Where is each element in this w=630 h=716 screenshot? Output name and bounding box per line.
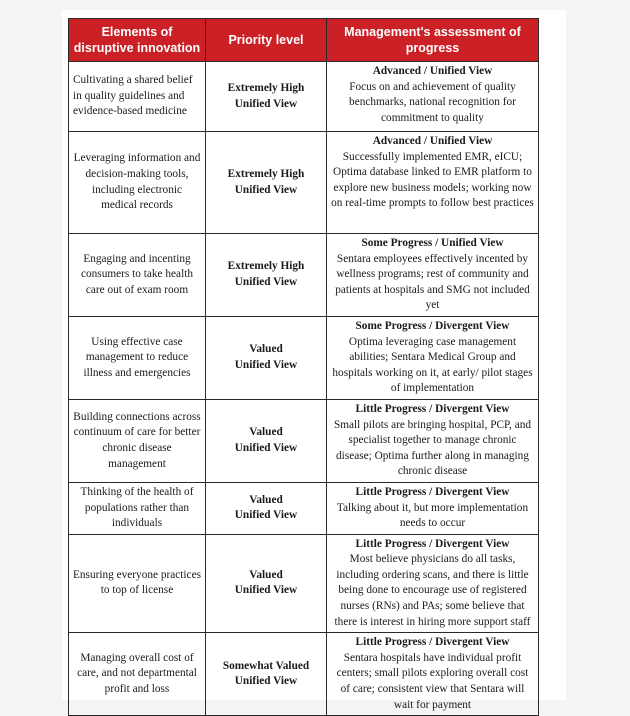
assessment-cell xyxy=(327,633,539,716)
priority-view: Unified View xyxy=(234,509,298,522)
element-cell: Using effective case management to reduce illness and emergencies xyxy=(69,316,206,399)
priority-cell xyxy=(206,316,327,399)
element-cell: Cultivating a shared belief in quality guidelines and evidence-based medicine xyxy=(69,62,206,132)
assessment-body: Optima leveraging case management abilities; Sentara Medical Group and hospitals working on it, at early/ pilot stages of implementation xyxy=(332,335,533,395)
table-row xyxy=(69,534,539,633)
priority-level: Valued xyxy=(249,343,283,356)
assessment-cell xyxy=(327,399,539,482)
priority-cell xyxy=(206,62,327,132)
priority-level: Extremely High xyxy=(227,167,305,180)
assessment-title: Little Progress / Divergent View xyxy=(355,402,510,415)
priority-cell xyxy=(206,399,327,482)
assessment-body: Sentara hospitals have individual profit centers; small pilots exploring overall cost of care; consistent view that Sentara will wait for payment xyxy=(336,651,529,711)
priority-view: Unified View xyxy=(234,97,298,110)
priority-level: Somewhat Valued xyxy=(222,659,310,672)
priority-view: Unified View xyxy=(234,441,298,454)
assessment-body: Successfully implemented EMR, eICU; Optima database linked to EMR platform to explore new business models; working now on real-time prompts to follow best practices xyxy=(331,150,534,210)
assessment-title: Some Progress / Divergent View xyxy=(355,319,510,332)
assessment-title: Little Progress / Divergent View xyxy=(355,537,510,550)
element-cell: Ensuring everyone practices to top of license xyxy=(69,534,206,633)
table-row xyxy=(69,234,539,317)
priority-cell xyxy=(206,234,327,317)
assessment-body: Focus on and achievement of quality benchmarks, national recognition for commitment to quality xyxy=(349,80,516,124)
assessment-title: Some Progress / Unified View xyxy=(361,237,504,249)
assessment-body: Sentara employees effectively incented by wellness programs; rest of community and patients at hospitals and SMG not included yet xyxy=(335,252,530,312)
priority-level: Valued xyxy=(249,493,283,506)
priority-level: Valued xyxy=(249,568,283,581)
priority-cell xyxy=(206,482,327,534)
innovation-progress-table xyxy=(68,18,539,716)
assessment-cell xyxy=(327,234,539,317)
header-assessment: Management's assessment of progress xyxy=(327,19,539,62)
priority-level: Extremely High xyxy=(227,81,305,94)
element-cell: Leveraging information and decision-making tools, including electronic medical records xyxy=(69,132,206,234)
assessment-body: Talking about it, but more implementation needs to occur xyxy=(336,501,529,530)
table-row xyxy=(69,132,539,234)
assessment-title: Advanced / Unified View xyxy=(372,135,493,147)
element-cell: Building connections across continuum of care for better chronic disease management xyxy=(69,399,206,482)
assessment-cell xyxy=(327,316,539,399)
assessment-cell xyxy=(327,534,539,633)
assessment-body: Most believe physicians do all tasks, including ordering scans, and there is little being done to encourage use of registered nurses (RNs) and PAs; some believe that there is interest in hiring more support staff xyxy=(334,553,531,628)
priority-view: Unified View xyxy=(234,675,298,688)
header-row xyxy=(69,19,539,62)
assessment-cell xyxy=(327,62,539,132)
assessment-cell xyxy=(327,482,539,534)
priority-cell xyxy=(206,534,327,633)
priority-cell xyxy=(206,132,327,234)
element-cell: Thinking of the health of populations rather than individuals xyxy=(69,482,206,534)
priority-level: Extremely High xyxy=(227,260,305,273)
assessment-title: Advanced / Unified View xyxy=(372,65,493,77)
element-cell: Engaging and incenting consumers to take health care out of exam room xyxy=(69,234,206,317)
element-cell: Managing overall cost of care, and not departmental profit and loss xyxy=(69,633,206,716)
priority-view: Unified View xyxy=(234,275,298,288)
table-row xyxy=(69,633,539,716)
table-row xyxy=(69,399,539,482)
assessment-cell xyxy=(327,132,539,234)
table-row xyxy=(69,482,539,534)
table-row xyxy=(69,62,539,132)
priority-view: Unified View xyxy=(234,183,298,196)
priority-view: Unified View xyxy=(234,584,298,597)
assessment-body: Small pilots are bringing hospital, PCP, and specialist together to manage chronic disease; Optima further along in managing chronic disease xyxy=(333,418,532,478)
priority-view: Unified View xyxy=(234,358,298,371)
priority-level: Valued xyxy=(249,426,283,439)
header-elements: Elements of disruptive innovation xyxy=(69,19,206,62)
priority-cell xyxy=(206,633,327,716)
assessment-title: Little Progress / Divergent View xyxy=(355,485,510,498)
table-row xyxy=(69,316,539,399)
header-priority: Priority level xyxy=(206,19,327,62)
assessment-title: Little Progress / Divergent View xyxy=(355,636,510,649)
